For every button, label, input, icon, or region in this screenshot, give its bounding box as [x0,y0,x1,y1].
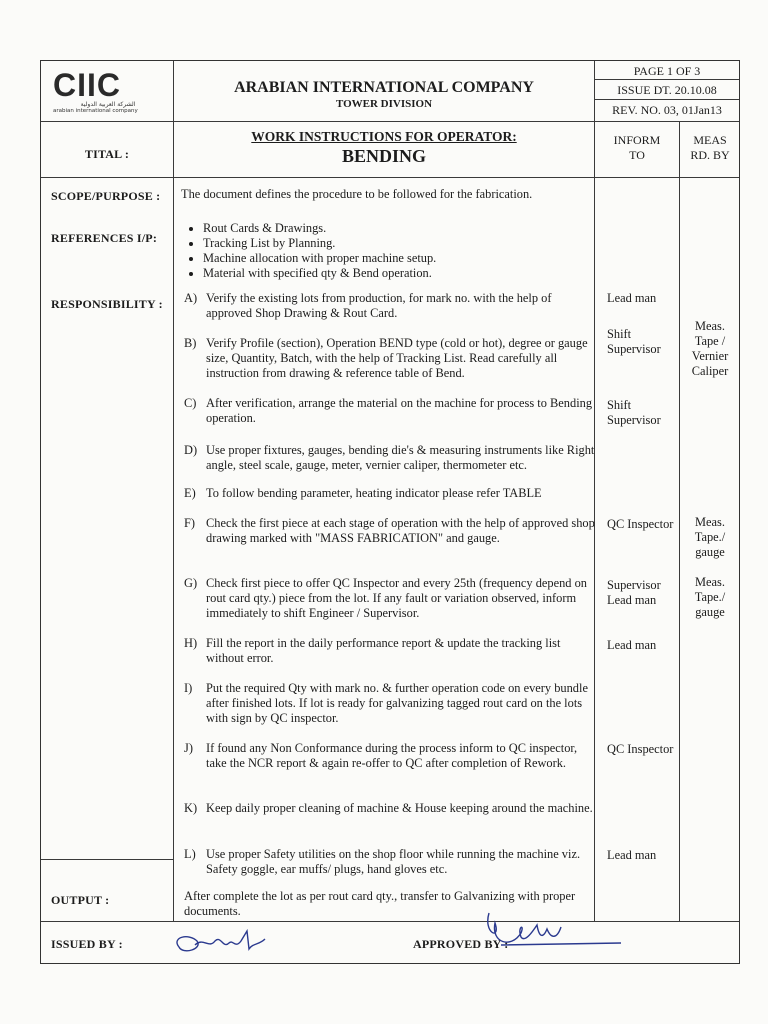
item-letter: G) [184,576,198,590]
item-letter: E) [184,486,196,500]
issuer-signature [169,919,279,965]
meas-rd-by-header: MEAS RD. BY [690,133,730,162]
item-text: Use proper fixtures, gauges, bending die's & measuring instruments like Right angle, steel scale, gauge, meter, vernier caliper, thermometer etc. [206,443,595,472]
title-label: TITAL : [84,147,130,161]
row-divider [594,79,739,80]
item-text: Check the first piece at each stage of operation with the help of approved shop drawing marked with "MASS FABRICATION" and gauge. [206,516,595,545]
page-number: PAGE 1 OF 3 [633,64,701,78]
row-divider [41,921,739,922]
measured-by: Meas. Tape./ gauge [694,515,726,559]
output-text: After complete the lot as per rout card qty., transfer to Galvanizing with proper documents. [184,889,576,918]
item-text: Use proper Safety utilities on the shop floor while running the machine viz. Safety goggle, ear muffs/ plugs, hand gloves etc. [206,847,581,876]
title-sub: BENDING [341,146,426,166]
company-name: ARABIAN INTERNATIONAL COMPANY [234,79,534,96]
item-letter: C) [184,396,197,410]
inform-to: Lead man [607,291,657,305]
item-text: Check first piece to offer QC Inspector and every 25th (frequency depend on rout card qty.) piece from the lot. If any fault or variation observed, inform immediately to shift Engineer / Supervisor. [206,576,587,620]
approved-by-label: APPROVED BY : [413,937,509,951]
row-divider [41,859,173,860]
document-sheet [40,60,740,964]
output-label: OUTPUT : [51,893,110,907]
logo-arabic: الشركة العربية الدولية [80,101,136,108]
logo-text: CIIC [53,67,121,103]
column-divider [679,121,680,921]
list-item: • Rout Cards & Drawings. [203,221,608,236]
inform-to: Lead man [607,848,657,862]
item-text: Verify the existing lots from production, for mark no. with the help of approved Shop Drawing & Rout Card. [206,291,552,320]
division-name: TOWER DIVISION [335,98,433,110]
item-text: To follow bending parameter, heating indicator please refer TABLE [206,486,542,500]
company-header [174,79,594,111]
item-text: If found any Non Conformance during the process inform to QC inspector, take the NCR report & again re-offer to QC after completion of Rework. [206,741,578,770]
item-letter: B) [184,336,197,350]
issued-by-label: ISSUED BY : [51,937,123,951]
item-letter: J) [184,741,193,755]
measured-by: Meas. Tape./ gauge [694,575,726,619]
row-divider [594,99,739,100]
item-text: Fill the report in the daily performance report & update the tracking list without error. [206,636,561,665]
references-label: REFERENCES I/P: [51,231,158,245]
list-item: • Tracking List by Planning. [203,236,608,251]
inform-to: Shift Supervisor [607,398,661,427]
company-logo [53,69,163,117]
row-divider [41,177,739,178]
item-text: Put the required Qty with mark no. & further operation code on every bundle after finished lots. If lot is ready for galvanizing tagged rout card on the lots with sign by QC inspector. [206,681,588,725]
responsibility-label: RESPONSIBILITY : [51,297,163,311]
row-divider [41,121,739,122]
list-item: • Material with specified qty & Bend operation. [203,266,608,281]
issue-date: ISSUE DT. 20.10.08 [617,83,717,97]
scope-text: The document defines the procedure to be followed for the fabrication. [181,187,533,201]
item-letter: K) [184,801,198,815]
item-text: Keep daily proper cleaning of machine & House keeping around the machine. [206,801,593,815]
document-title [174,129,594,167]
logo-subtitle: arabian international company [53,108,138,114]
inform-to: QC Inspector [607,517,674,531]
item-text: Verify Profile (section), Operation BEND type (cold or hot), degree or gauge size, Quantity, Batch, with the help of Tracking List. Read carefully all instruction from drawing & reference table of Bend. [206,336,588,380]
inform-to: Lead man [607,638,657,652]
revision-number: REV. NO. 03, 01Jan13 [612,103,722,117]
inform-to-header: INFORM TO [613,133,661,162]
list-item: • Machine allocation with proper machine setup. [203,251,608,266]
approver-signature [481,903,631,957]
item-letter: H) [184,636,198,650]
item-text: After verification, arrange the material on the machine for process to Bending operation. [206,396,593,425]
inform-to: Shift Supervisor [607,327,661,356]
item-letter: L) [184,847,196,861]
item-letter: A) [184,291,198,305]
references-list [181,221,608,281]
item-letter: D) [184,443,198,457]
inform-to: QC Inspector [607,742,674,756]
column-divider [173,61,174,921]
inform-to: Supervisor Lead man [607,578,661,607]
scope-label: SCOPE/PURPOSE : [51,189,161,203]
title-main: WORK INSTRUCTIONS FOR OPERATOR: [251,129,517,144]
measured-by: Meas. Tape / Vernier Caliper [691,319,729,378]
item-letter: F) [184,516,196,530]
item-letter: I) [184,681,193,695]
